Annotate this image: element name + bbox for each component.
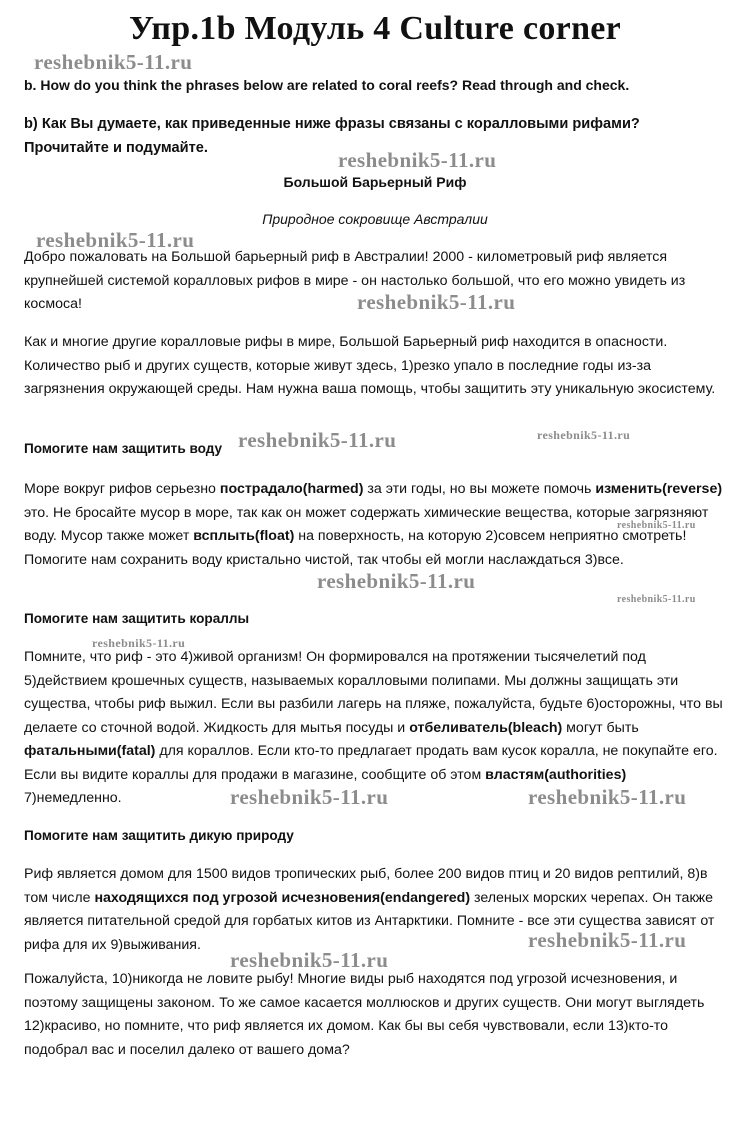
heading-water: Помогите нам защитить воду bbox=[24, 441, 223, 456]
watermark: reshebnik5-11.ru bbox=[338, 148, 497, 172]
paragraph-intro: Добро пожаловать на Большой барьерный риф в Австралии! 2000 - километровый риф является крупнейшей системой коралловых рифов в мире - он настолько большой, что его можно увидеть из космоса! bbox=[24, 249, 686, 312]
term-authorities: властям(authorities) bbox=[485, 766, 627, 783]
watermark: reshebnik5-11.ru bbox=[528, 928, 687, 952]
watermark: reshebnik5-11.ru bbox=[230, 948, 389, 972]
water-text-2: за эти годы, но вы можете помочь bbox=[363, 481, 596, 497]
wildlife-text-1: Риф является домом для 1500 видов тропических рыб, более 200 видов птиц и 20 видов рептилий, 8)в том числе bbox=[24, 866, 708, 906]
corals-text-2: могут быть bbox=[562, 719, 639, 736]
watermark: reshebnik5-11.ru bbox=[617, 520, 696, 531]
watermark: reshebnik5-11.ru bbox=[357, 290, 516, 314]
corals-text-4: 7)немедленно. bbox=[24, 790, 122, 806]
task-russian: b) Как Вы думаете, как приведенные ниже фразы связаны с коралловыми рифами? Прочитайте и подумайте. bbox=[24, 116, 640, 156]
term-endangered: находящихся под угрозой исчезновения(endangered) bbox=[94, 889, 471, 906]
watermark: reshebnik5-11.ru bbox=[92, 636, 186, 650]
paragraph-fishing: Пожалуйста, 10)никогда не ловите рыбу! Многие виды рыб находятся под угрозой исчезновения, и поэтому защищены законом. То же самое касается моллюсков и других существ. Они могут выглядеть 12)красиво, но помните, что риф является их домом. Как бы вы себя чувствовали, если 13)кто-то подобрал вас и поселил далеко от вашего дома? bbox=[24, 971, 705, 1058]
watermark: reshebnik5-11.ru bbox=[34, 50, 193, 74]
heading-corals: Помогите нам защитить кораллы bbox=[24, 611, 250, 626]
task-english: b. How do you think the phrases below are related to coral reefs? Read through and check. bbox=[24, 77, 630, 93]
watermark: reshebnik5-11.ru bbox=[238, 428, 397, 452]
term-float: всплыть(float) bbox=[193, 528, 295, 544]
article-title: Большой Барьерный Риф bbox=[283, 174, 467, 190]
term-fatal: фатальными(fatal) bbox=[24, 743, 156, 759]
watermark: reshebnik5-11.ru bbox=[317, 569, 476, 593]
term-reverse: изменить(reverse) bbox=[595, 481, 723, 497]
corals-text-1: Помните, что риф - это 4)живой организм! Он формировался на протяжении тысячелетий под 5)действием крошечных существ, называемых коралловыми полипами. Мы должны защищать эти существа, чтобы риф выжил. Если вы разбили лагерь на пляже, пожалуйста, будьте 6)осторожны, что вы делаете со сточной водой. Жидкость для мытья посуды и bbox=[24, 649, 723, 736]
corals-text-3: для кораллов. Если кто-то предлагает продать вам кусок коралла, не покупайте его. Если вы видите кораллы для продажи в магазине, сообщите об этом bbox=[24, 743, 718, 783]
page-title: Упр.1b Модуль 4 Culture corner bbox=[128, 10, 622, 47]
wildlife-text-2: зеленых морских черепах. Он также является питательной средой для горбатых китов из Антарктики. Помните - все эти существа зависят от рифа для их 9)выживания. bbox=[24, 889, 715, 953]
water-text-3: это. Не бросайте мусор в море, так как он может содержать химические вещества, которые загрязняют воду. Мусор также может bbox=[24, 504, 709, 544]
watermark: reshebnik5-11.ru bbox=[617, 594, 696, 605]
watermark: reshebnik5-11.ru bbox=[528, 785, 687, 809]
paragraph-danger: Как и многие другие коралловые рифы в мире, Большой Барьерный риф находится в опасности. Количество рыб и других существ, которые живут здесь, 1)резко упало в последние годы из-за загрязнения окружающей среды. Нам нужна ваша помощь, чтобы защитить эту уникальную экосистему. bbox=[24, 334, 716, 397]
water-text-1: Море вокруг рифов серьезно bbox=[24, 481, 220, 497]
article-subtitle: Природное сокровище Австралии bbox=[262, 211, 488, 227]
watermark: reshebnik5-11.ru bbox=[230, 785, 389, 809]
term-harmed: пострадало(harmed) bbox=[219, 481, 364, 497]
heading-wildlife: Помогите нам защитить дикую природу bbox=[24, 828, 294, 843]
watermark: reshebnik5-11.ru bbox=[36, 228, 195, 252]
watermark: reshebnik5-11.ru bbox=[537, 428, 631, 442]
term-bleach: отбеливатель(bleach) bbox=[409, 719, 563, 736]
water-text-4: на поверхность, на которую 2)совсем неприятно смотреть! Помогите нам сохранить воду кристально чистой, так чтобы ей могли наслаждаться 3)все. bbox=[24, 528, 687, 568]
